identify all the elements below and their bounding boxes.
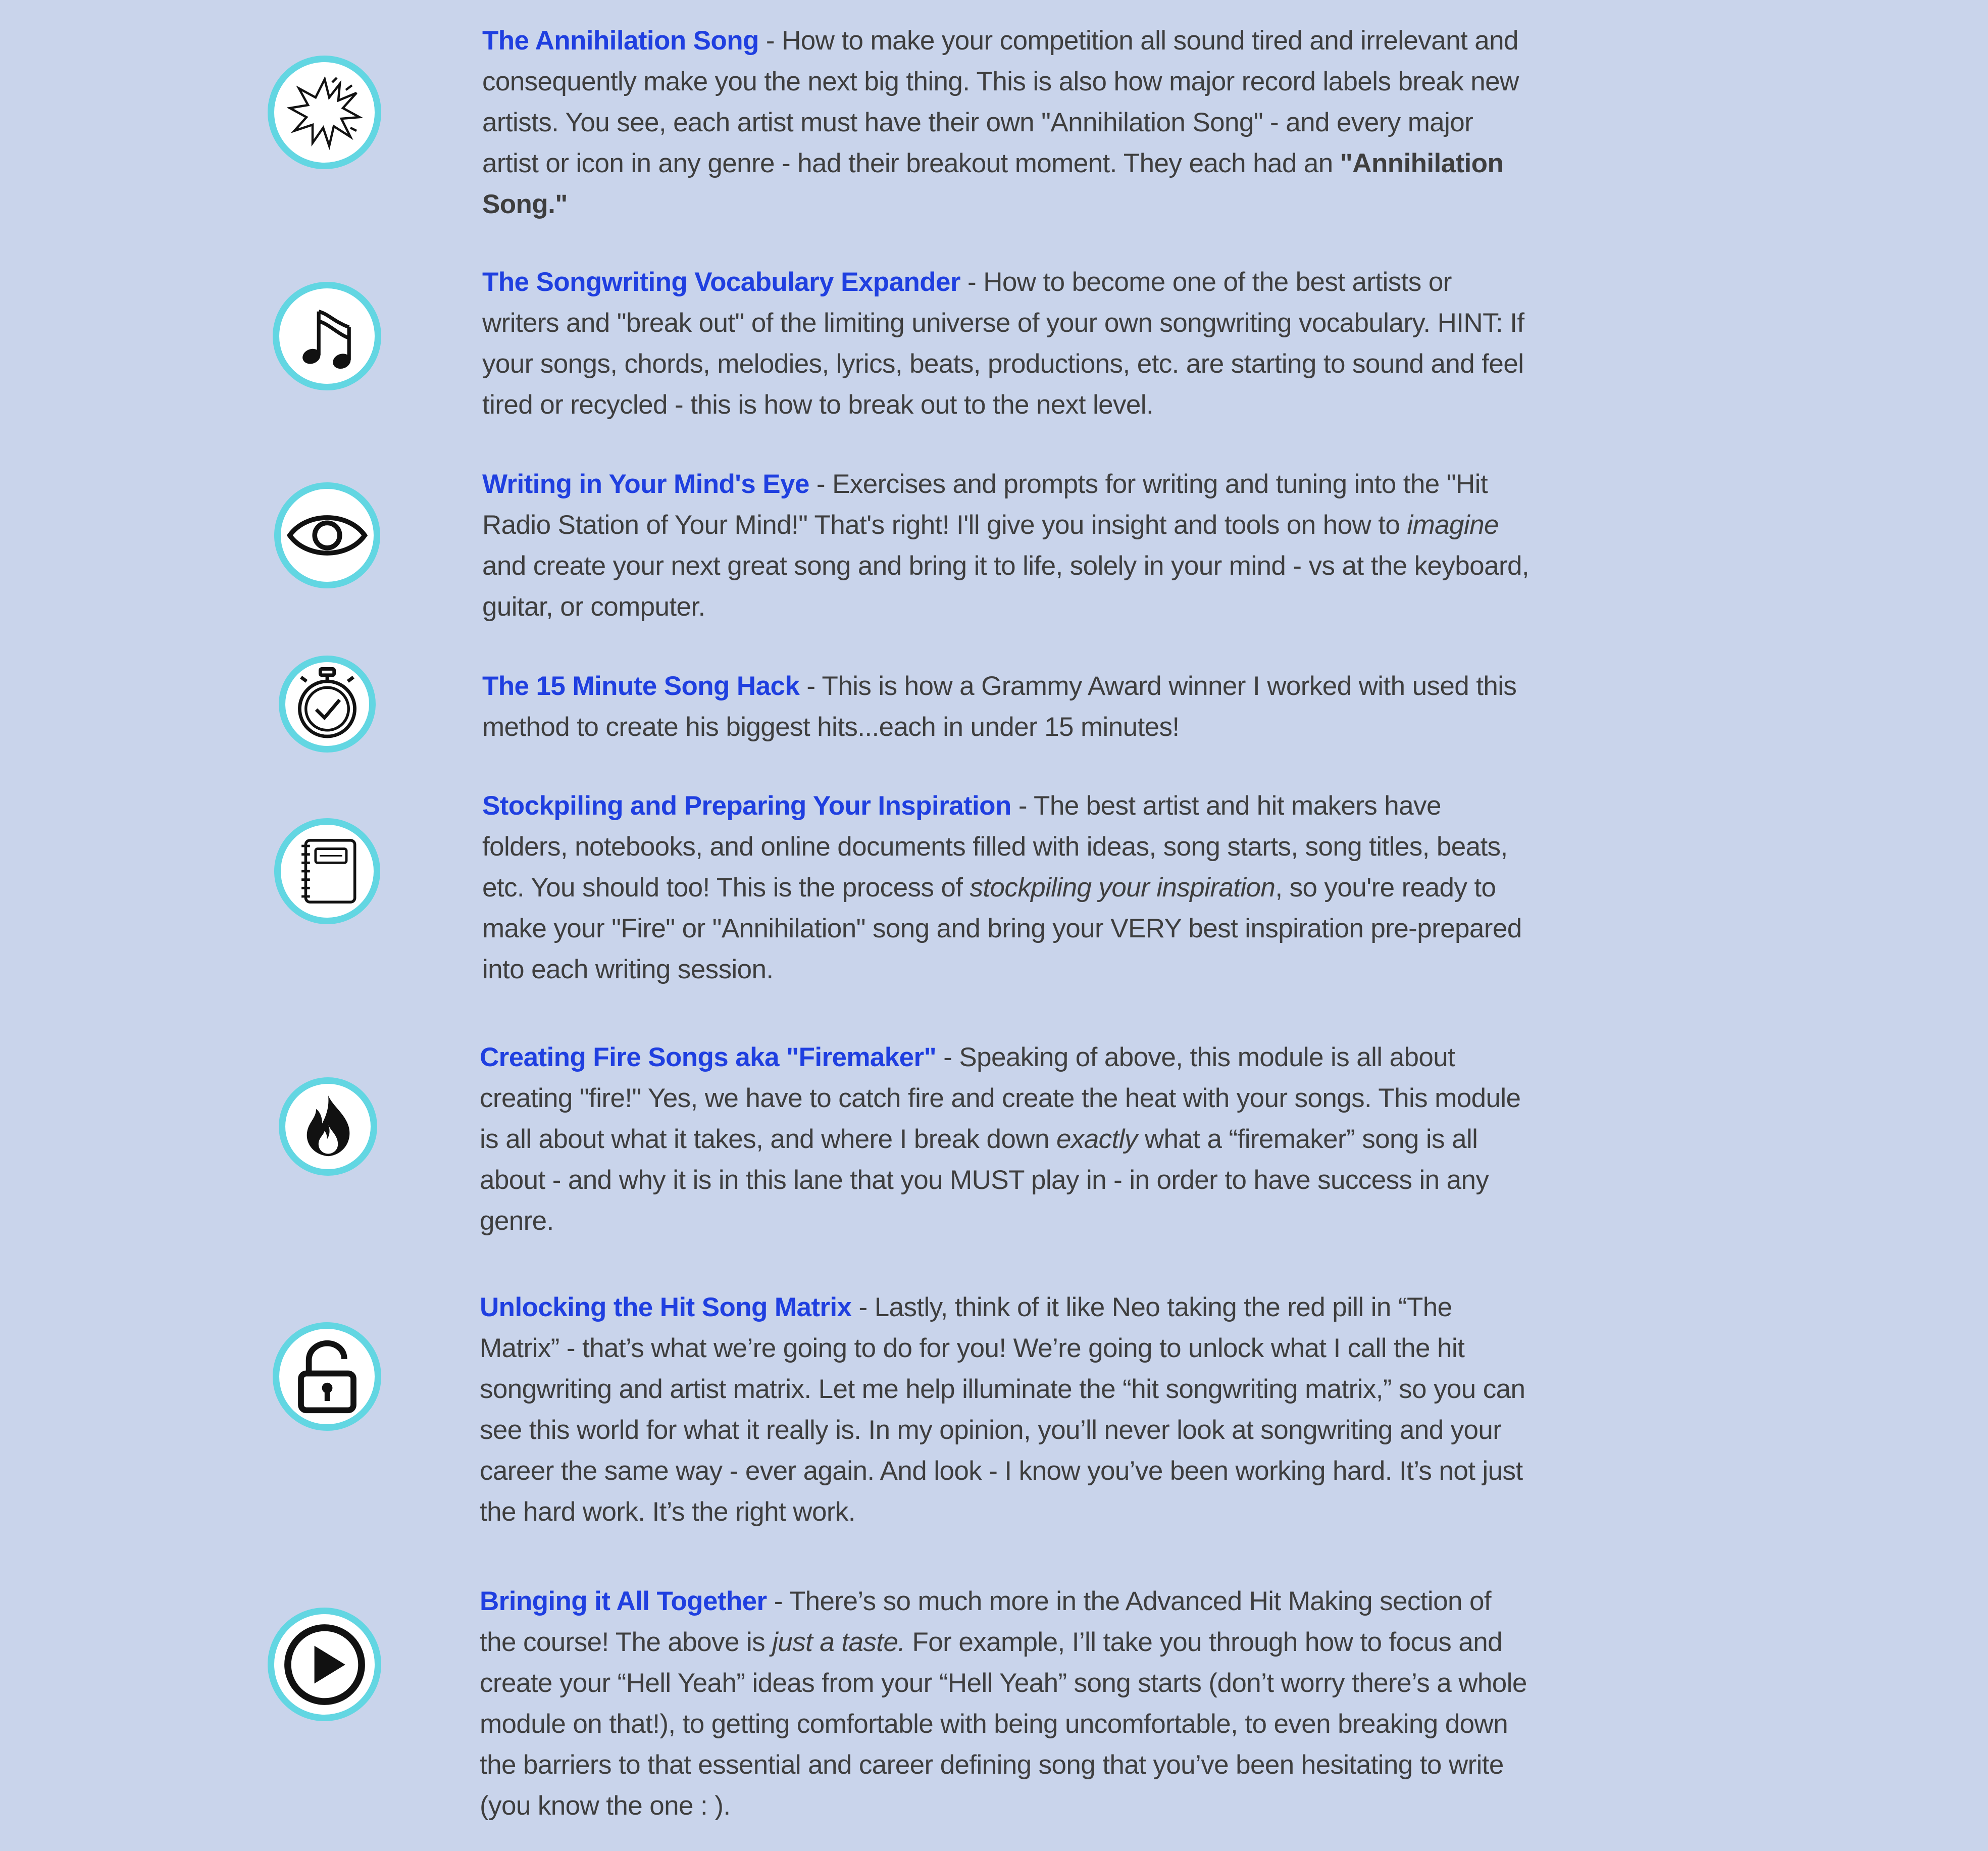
explosion-icon-circle <box>268 56 381 169</box>
description-emphasis: exactly <box>1056 1124 1138 1154</box>
module-title-link[interactable]: Creating Fire Songs aka "Firemaker" <box>480 1042 937 1072</box>
notebook-icon-circle <box>274 818 380 924</box>
description-text: - Speaking of above, this module is all about creating "fire!" Yes, we have to catch fire and create the heat with your songs. This module is all about what it takes, and where I break down <box>480 1042 1521 1154</box>
module-title-link[interactable]: Writing in Your Mind's Eye <box>482 469 809 499</box>
description-text: - Lastly, think of it like Neo taking the red pill in “The Matrix” - that’s what we’re going to do for you! We’re going to unlock what I call the hit songwriting and artist matrix. Let me help illuminate the “hit songwriting matrix,” so you can see this world for what it really is. In my opinion, you’ll never look at songwriting and your career the same way - ever again. And look - I know you’ve been working hard. It’s not just the hard work. It’s the right work. <box>480 1292 1525 1527</box>
module-description <box>480 1037 1530 1241</box>
description-text: - This is how a Grammy Award winner I worked with used this method to create his biggest hits...each in under 15 minutes! <box>482 671 1517 742</box>
unlocked-padlock-icon-circle <box>273 1322 381 1431</box>
fire-icon <box>298 1092 359 1161</box>
description-emphasis: "Annihilation Song." <box>482 148 1504 219</box>
fire-icon-circle <box>279 1077 377 1176</box>
description-text: - The best artist and hit makers have folders, notebooks, and online documents filled with ideas, song starts, song titles, beats, etc. You should too! This is the process of <box>482 791 1508 903</box>
description-emphasis: stockpiling your inspiration <box>970 873 1276 903</box>
description-text: - Exercises and prompts for writing and tuning into the "Hit Radio Station of Your Mind!" That's right! I'll give you insight and tools on how to <box>482 469 1488 540</box>
play-button-icon-circle <box>268 1608 381 1721</box>
notebook-icon <box>296 836 359 907</box>
module-description <box>482 262 1533 425</box>
module-description <box>480 1581 1530 1826</box>
stopwatch-icon <box>292 666 363 742</box>
description-text: For example, I’ll take you through how to focus and create your “Hell Yeah” ideas from your “Hell Yeah” song starts (don’t worry there’s a whole module on that!), to getting comfortable with being uncomfortable, to even breaking down the barriers to that essential and career defining song that you’ve been hesitating to write (you know the one : ). <box>480 1627 1527 1821</box>
module-description <box>482 785 1533 990</box>
music-note-icon <box>297 301 358 372</box>
module-title-link[interactable]: Bringing it All Together <box>480 1586 767 1616</box>
description-text: - How to make your competition all sound tired and irrelevant and consequently make you the next big thing. This is also how major record labels break new artists. You see, each artist must have their own "Annihilation Song" - and every major artist or icon in any genre - had their breakout moment. They each had an <box>482 26 1519 178</box>
eye-icon-circle <box>274 482 380 588</box>
module-title-link[interactable]: Stockpiling and Preparing Your Inspiration <box>482 791 1011 821</box>
module-description <box>482 464 1533 627</box>
description-emphasis: just a taste. <box>772 1627 905 1657</box>
description-text: and create your next great song and bring it to life, solely in your mind - vs at the keyboard, guitar, or computer. <box>482 551 1529 622</box>
play-button-icon <box>282 1622 368 1708</box>
description-text: , so you're ready to make your "Fire" or "Annihilation" song and bring your VERY best inspiration pre-prepared into each writing session. <box>482 873 1522 984</box>
eye-icon <box>284 508 370 563</box>
explosion-icon <box>287 75 363 151</box>
module-description <box>480 1287 1530 1532</box>
module-title-link[interactable]: The Songwriting Vocabulary Expander <box>482 267 960 297</box>
description-text: what a “firemaker” song is all about - and why it is in this lane that you MUST play in - in order to have success in any genre. <box>480 1124 1489 1236</box>
module-description <box>482 666 1533 747</box>
module-description <box>482 20 1533 225</box>
music-note-icon-circle <box>273 282 381 390</box>
description-text: - How to become one of the best artists or writers and "break out" of the limiting universe of your own songwriting vocabulary. HINT: If your songs, chords, melodies, lyrics, beats, productions, etc. are starting to sound and feel tired or recycled - this is how to break out to the next level. <box>482 267 1524 420</box>
module-title-link[interactable]: Unlocking the Hit Song Matrix <box>480 1292 852 1322</box>
description-text: - There’s so much more in the Advanced Hit Making section of the course! The above is <box>480 1586 1491 1657</box>
description-emphasis: imagine <box>1407 510 1499 540</box>
module-title-link[interactable]: The 15 Minute Song Hack <box>482 671 800 701</box>
unlocked-padlock-icon <box>294 1339 360 1415</box>
stopwatch-icon-circle <box>279 656 376 753</box>
module-title-link[interactable]: The Annihilation Song <box>482 26 759 56</box>
